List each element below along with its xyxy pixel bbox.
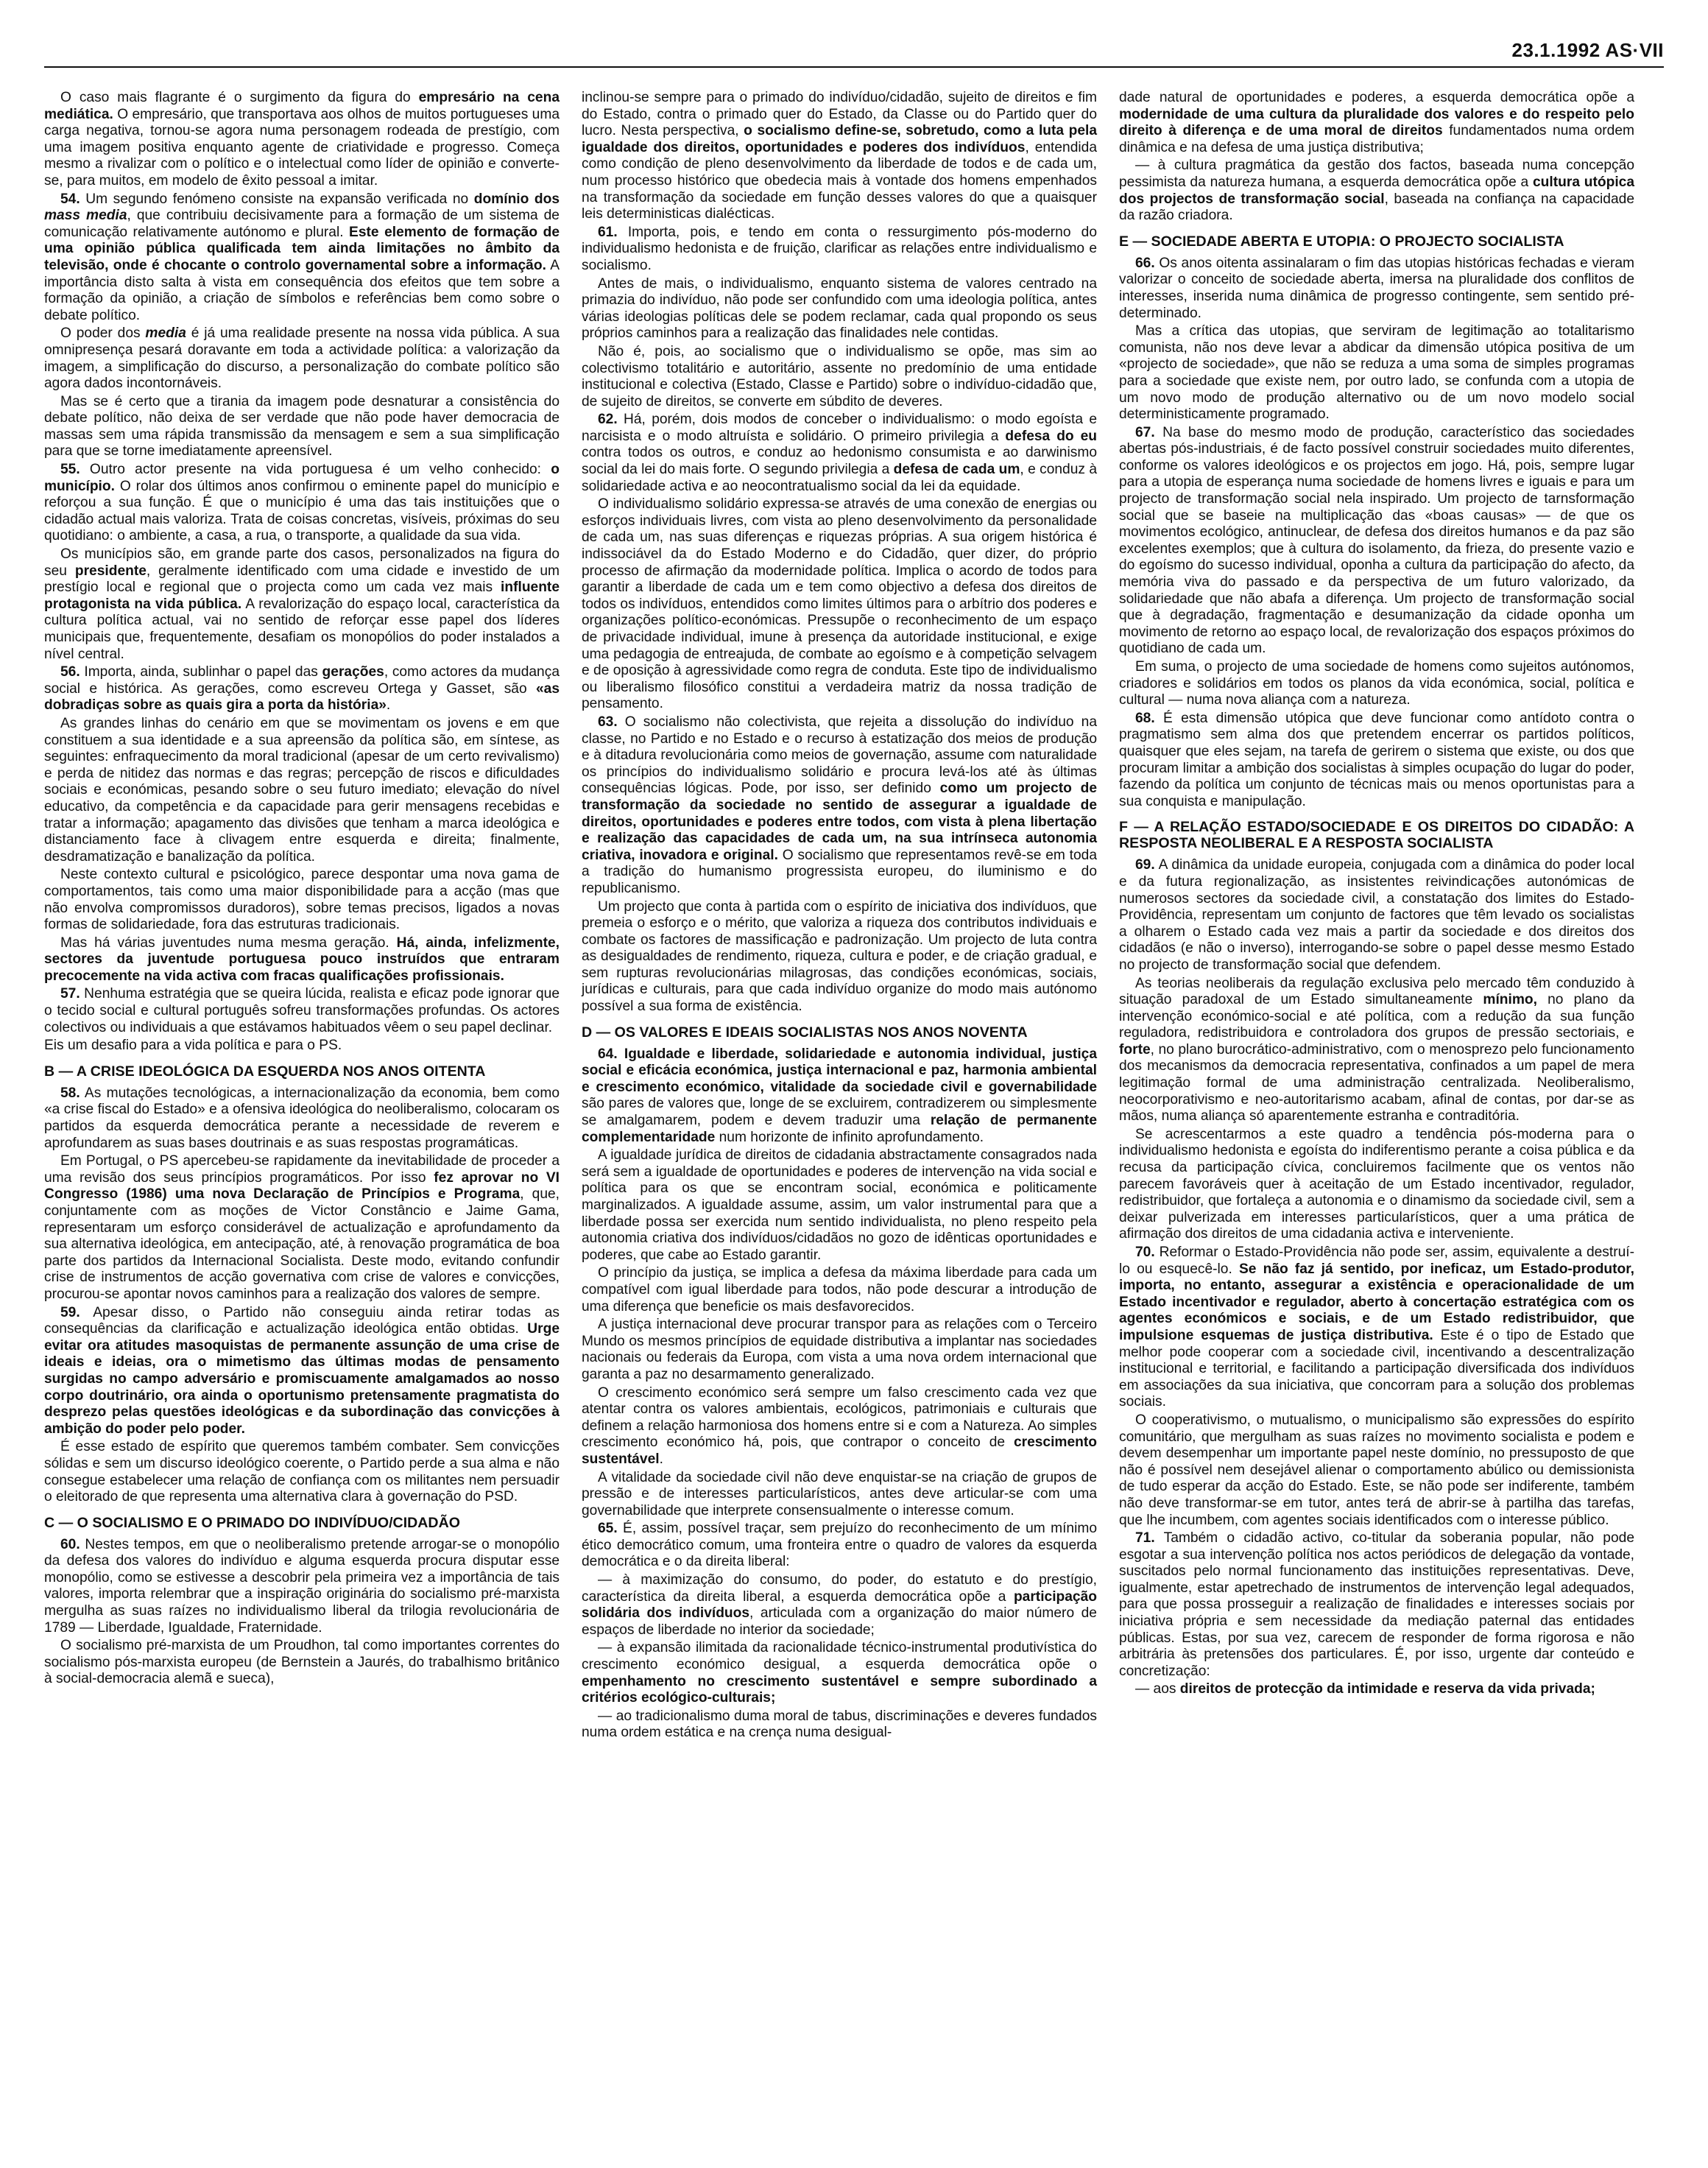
paragraph-60: 60. Nestes tempos, em que o neoliberalismo pretende arrogar-se o monopólio da defesa dos valores do indivíduo e alguma esquerda procura disputar esse monopólio, como se estivesse a descobrir pela primeira vez a importância de tais valores, importa relembrar que a inspiração originária do socialismo pré-marxista mergulha as suas raízes no individualismo liberal da trilogia revolucionária de 1789 — Liberdade, Igualdade, Fraternidade. [44, 1536, 560, 1636]
section-heading-e: E — SOCIEDADE ABERTA E UTOPIA: O PROJECTO SOCIALISTA [1119, 233, 1564, 250]
list-item: — à expansão ilimitada da racionalidade técnico-instrumental produtivística do crescimento económico desigual, a esquerda democrática opõe o empenhamento no crescimento sustentável e sempre subordinado a critérios ecológico-culturais; [582, 1640, 1097, 1706]
paragraph-59: 59. Apesar disso, o Partido não conseguiu ainda retirar todas as consequências da clarificação e actualização ideológica então obtidas. Urge evitar ora atitudes masoquistas de permanente assunção de uma crise de ideais e ideias, ora o mimetismo das últimas modas de pensamento surgidas no campo adversário e promiscuamente amalgamados ao nosso corpo doutrinário, ora ainda o oportunismo pretensamente pragmatista do desprezo pelas questões ideológicas e da subordinação das convicções à ambição do poder pelo poder. [44, 1304, 560, 1437]
paragraph: Os municípios são, em grande parte dos casos, personalizados na figura do seu presidente, geralmente identificado com uma cidade e investido de um prestígio local e regional que o projecta como um cada vez mais influente protagonista na vida pública. A revalorização do espaço local, característica da cultura política actual, vai no sentido de reforçar esse papel dos líderes municipais que, frequentemente, desafiam os monopólios do poder instalados a nível central. [44, 546, 560, 662]
section-heading-f: F — A RELAÇÃO ESTADO/SOCIEDADE E OS DIREITOS DO CIDADÃO: A RESPOSTA NEOLIBERAL E A RESPOSTA SOCIALISTA [1119, 819, 1634, 852]
paragraph-64: 64. Igualdade e liberdade, solidariedade e autonomia individual, justiça social e eficácia económica, justiça internacional e paz, harmonia ambiental e crescimento económico, vitalidade da sociedade civil e governabilidade são pares de valores que, longe de se excluirem, contradizerem ou simplesmente se amalgamarem, podem e devem traduzir uma relação de permanente complementaridade num horizonte de infinito aprofundamento. [582, 1046, 1097, 1145]
paragraph: Mas há várias juventudes numa mesma geração. Há, ainda, infelizmente, sectores da juventude portuguesa pouco instruídos que entraram precocemente na vida activa com fracas qualificações profissionais. [44, 935, 560, 984]
paragraph: Neste contexto cultural e psicológico, parece despontar uma nova gama de comportamentos, tais como uma maior disponibilidade para a acção (mas que não envolva compromissos duradoros), sobre temas precisos, ligados a novas formas de solidariedade, fora das estruturas tradicionais. [44, 867, 560, 933]
paragraph-70: 70. Reformar o Estado-Providência não pode ser, assim, equivalente a destruí-lo ou esquecê-lo. Se não faz já sentido, por ineficaz, um Estado-produtor, importa, no entanto, assegurar a existência e operacionalidade de um Estado incentivador e regulador, aberto à concertação estratégica com os agentes económicos e sociais, e de um Estado redistribuidor, que impulsione esquemas de justiça distributiva. Este é o tipo de Estado que melhor pode cooperar com a sociedade civil, incentivando a descentralização institucional e territorial, e facilitando a participação diversificada dos indivíduos em associações da sua iniciativa, que concorram para a solução dos problemas sociais. [1119, 1245, 1635, 1410]
paragraph: dade natural de oportunidades e poderes, a esquerda democrática opõe a modernidade de uma cultura da pluralidade dos valores e do respeito pelo direito à diferença e de uma moral de direitos fundamentados numa ordem dinâmica e na defesa de uma justiça distributiva; [1119, 90, 1634, 155]
paragraph: A justiça internacional deve procurar transpor para as relações com o Terceiro Mundo os mesmos princípios de equidade distributiva a implantar nas sociedades nacionais ou federais da Europa, com vista a uma nova ordem internacional que garanta a paz no desarmamento generalizado. [582, 1317, 1097, 1382]
paragraph-65: 65. É, assim, possível traçar, sem prejuízo do reconhecimento de um mínimo ético democrático comum, uma fronteira entre o quadro de valores da esquerda democrática e o da direita liberal: [582, 1521, 1097, 1570]
paragraph: O caso mais flagrante é o surgimento da figura do empresário na cena mediática. O empresário, que transportava aos olhos de muitos portugueses uma carga negativa, tornou-se agora numa personagem rodeada de prestígio, com uma imagem positiva enquanto agente de criatividade e progresso. Começa mesmo a rivalizar com o político e o intelectual como líder de opinião e converte-se, para muitos, em modelo de êxito pessoal a imitar. [44, 90, 560, 189]
paragraph: inclinou-se sempre para o primado do indivíduo/cidadão, sujeito de direitos e fim do Estado, contra o primado quer do Estado, da Classe ou do Partido quer do lucro. Nesta perspectiva, o socialismo define-se, sobretudo, como a luta pela igualdade dos direitos, oportunidades e poderes dos indivíduos, entendida como condição de pleno desenvolvimento da liberdade de todos e de cada um, num processo histórico que obedecia mais à vontade dos homens empenhados na transformação da sociedade em função desses valores do que a quaisquer leis deterministicas dialécticas. [582, 90, 1098, 222]
column-2 [582, 90, 1097, 1743]
list-item: — aos direitos de protecção da intimidade e reserva da vida privada; [1135, 1681, 1595, 1697]
paragraph-63: 63. O socialismo não colectivista, que rejeita a dissolução do indivíduo na classe, no Partido e no Estado e o recurso à estatização dos meios de produção e à ditadura revolucionária como meios de governação, assume com naturalidade os princípios do individualismo solidário e procura levá-los até às últimas consequências lógicas. Pode, por isso, ser definido como um projecto de transformação da sociedade no sentido de assegurar a igualdade de direitos, oportunidades e poderes entre todos, com vista à plena libertação e realização das capacidades de cada um, na sua intrínseca autonomia criativa, inovadora e original. O socialismo que representamos revê-se em toda a tradição do humanismo progressista europeu, do iluminismo e do republicanismo. [582, 714, 1098, 896]
paragraph-56: 56. Importa, ainda, sublinhar o papel das gerações, como actores da mudança social e histórica. As gerações, como escreveu Ortega y Gasset, são «as dobradiças sobre as quais gira a porta da história». [44, 664, 560, 714]
paragraph-54: 54. Um segundo fenómeno consiste na expansão verificada no domínio dos mass media, que contribuiu decisivamente para a formação de um sistema de comunicação relativamente autónomo e plural. Este elemento de formação de uma opinião pública qualificada tem ainda limitações no âmbito da televisão, onde é chocante o controlo governamental sobre a informação. A importância disto salta à vista em consequência dos efeitos que tem sobre a formação da opinião, a criação de símbolos e referências bem como sobre o debate político. [44, 191, 560, 323]
paragraph: Antes de mais, o individualismo, enquanto sistema de valores centrado na primazia do indivíduo, não pode ser confundido com uma ideologia política, antes várias ideologias políticas dele se podem reclamar, cada qual propondo os seus próprios caminhos para a realização das finalidades nele contidas. [582, 275, 1097, 342]
page-folio: 23.1.1992 AS·VII [1511, 39, 1664, 61]
paragraph: O poder dos media é já uma realidade presente na nossa vida pública. A sua omnipresença pesará doravante em toda a actividade política: a valorização da imagem, a simplificação do discurso, a personalização do combate político são agora dados incontornáveis. [44, 325, 560, 392]
column-3 [1119, 90, 1634, 1700]
paragraph: As grandes linhas do cenário em que se movimentam os jovens e em que constituem a sua identidade e a sua apreensão da política são, em síntese, as seguintes: enfraquecimento da moral tradicional (apesar de um certo revivalismo) e perda de nitidez das normas e das regras; percepção de riscos e dificuldades sociais e económicas, pesando sobre o seu futuro imediato; elevação do nível educativo, da competência e da capacidade para gerir mensagens recebidas e tratar a informação; apagamento das divisões que tenham a marca ideológica e distanciamento face à clivagem entre esquerda e direita; finalmente, desdramatização e banalização da política. [44, 715, 560, 865]
paragraph: É esse estado de espírito que queremos também combater. Sem convicções sólidas e sem um discurso ideológico coerente, o Partido perde a sua alma e não consegue estabelecer uma relação de confiança com os militantes nem persuadir o eleitorado de que representa uma alternativa clara à governação do PSD. [44, 1439, 560, 1505]
paragraph: Em suma, o projecto de uma sociedade de homens como sujeitos autónomos, criadores e solidários em todos os planos da vida económica, social, política e cultural — numa nova aliança com a natureza. [1119, 659, 1634, 708]
paragraph: Não é, pois, ao socialismo que o individualismo se opõe, mas sim ao colectivismo totalitário e autoritário, assente no predomínio de uma entidade institucional e colectiva (Estado, Classe e Partido) sobre o indivíduo-cidadão que, de sujeito de direitos, se converte em súbdito de deveres. [582, 343, 1097, 409]
paragraph-67: 67. Na base do mesmo modo de produção, característico das sociedades abertas pós-industriais, é de facto possível construir sociedades muito diferentes, conforme os valores ideológicos e os projectos em jogo. Há, pois, sempre lugar para a utopia de esperança numa sociedade de homens livres e iguais e para um projecto de transformação social nela inspirado. Um projecto de tarnsformação social que se baseie na multiplicação das «boas causas» — de que os movimentos ecológico, antinuclear, de defesa dos direitos humanos e da paz são excelentes exemplos; que à cultura do isolamento, da frieza, do presente vazio e do egoísmo do sucesso individual, oponha a cultura da participação do afecto, da memória viva do passado e da perspectiva de um futuro valorizado, da solidariedade que não abafa a diferença. Um projecto de transformação social que à degradação, fragmentação e desumanização da cidade oponha um movimento de retorno ao espaço local, de revalorização dos espaços próximos do quotidiano de cada um. [1119, 424, 1634, 657]
list-item: — ao tradicionalismo duma moral de tabus, discriminações e deveres fundados numa ordem estática e na crença numa desigual- [582, 1708, 1097, 1741]
paragraph-61: 61. Importa, pois, e tendo em conta o ressurgimento pós-moderno do individualismo hedonista e de fruição, clarificar as relações entre individualismo e socialismo. [582, 224, 1097, 273]
section-heading-c: C — O SOCIALISMO E O PRIMADO DO INDIVÍDUO/CIDADÃO [44, 1514, 460, 1531]
paragraph: A igualdade jurídica de direitos de cidadania abstractamente consagrados nada será sem a igualdade de oportunidades e poderes de intervenção na vida social e política para os que se encontram social, económica e politicamente marginalizados. A igualdade assume, assim, um valor instrumental para que a liberdade possa ser exercida num sentido individualista, no pleno respeito pela autonomia criativa dos indivíduos/cidadãos no gozo de idênticas oportunidades e poderes, que cabe ao Estado garantir. [582, 1147, 1097, 1263]
paragraph-68: 68. É esta dimensão utópica que deve funcionar como antídoto contra o pragmatismo sem alma dos que pretendem encerrar os partidos políticos, quaisquer que eles sejam, na tarefa de gerirem o sistema que existe, ou dos que procuram limitar a ambição dos socialistas à simples ocupação do lugar do poder, fazendo da política um conjunto de técnicas mais ou menos oportunistas para a sua conquista e manipulação. [1119, 710, 1634, 809]
paragraph-71: 71. Também o cidadão activo, co-titular da soberania popular, não pode esgotar a sua intervenção política nos actos periódicos de delegação da vontade, suscitados pelo normal funcionamento das instituições representativas. Deve, igualmente, estar apetrechado de instrumentos de intervenção legal adequados, para que possa prosseguir a realização de finalidades e interesses sociais por iniciativa própria e sem necessidade da mediação paternal das entidades públicas. Estas, por sua vez, carecem de responder de forma rigorosa e não arbitrária às pretensões dos particulares. É, por isso, urgente dar conteúdo e concretização: [1119, 1530, 1634, 1679]
paragraph: Em Portugal, o PS apercebeu-se rapidamente da inevitabilidade de proceder a uma revisão dos seus princípios programáticos. Por isso fez aprovar no VI Congresso (1986) uma nova Declaração de Princípios e Programa, que, conjuntamente com as moções de Victor Constâncio e Jaime Gama, representaram um esforço considerável de actualização e aprofundamento da sua alternativa ideológica, em antecipação, até, à renovação programática de boa parte dos partidos da Internacional Socialista. Deste modo, evitando confundir crise de instrumentos de acção governativa com crise de valores e convicções, procurou-se apontar novos caminhos para a realização dos valores de sempre. [44, 1153, 560, 1302]
paragraph-57: 57. Nenhuma estratégia que se queira lúcida, realista e eficaz pode ignorar que o tecido social e cultural português sofreu transformações profundas. Os actores colectivos ou individuais a que estávamos habituados vêem o seu papel declinar. [44, 986, 560, 1035]
paragraph: O crescimento económico será sempre um falso crescimento cada vez que atentar contra os valores ambientais, ecológicos, patrimoniais e culturais que definem a relação harmoniosa dos homens entre si e com a Natureza. Ao simples crescimento económico há, pois, que contrapor o conceito de crescimento sustentável. [582, 1384, 1097, 1467]
paragraph: O socialismo pré-marxista de um Proudhon, tal como importantes correntes do socialismo pós-marxista europeu (de Bernstein a Jaurés, do trabalhismo britânico à social-democracia alemã e sueca), [44, 1638, 560, 1687]
paragraph: O princípio da justiça, se implica a defesa da máxima liberdade para cada um compatível com igual liberdade para todos, não pode descurar a introdução de uma diferença que beneficie os mais desfavorecidos. [582, 1265, 1097, 1314]
paragraph: Se acrescentarmos a este quadro a tendência pós-moderna para o individualismo hedonista e egoísta do indiferentismo perante a coisa pública e da recusa da participação cívica, concluiremos facilmente que os ventos não parecem favoráveis quer à aceitação de um Estado incentivador, regulador, redistribuidor, que fortaleça a autonomia e o dinamismo da sociedade civil, sem a deixar pulverizada em interesses particularísticos, quer a uma prática de afirmação dos direitos de uma cidadania activa e interveniente. [1119, 1126, 1634, 1242]
list-item: — à maximização do consumo, do poder, do estatuto e do prestígio, característica da direita liberal, a esquerda democrática opõe a participação solidária dos indivíduos, articulada com a organização do maior número de espaços de liberdade no interior da sociedade; [582, 1572, 1097, 1638]
paragraph-66: 66. Os anos oitenta assinalaram o fim das utopias históricas fechadas e vieram valorizar o conceito de sociedade aberta, imersa na pluralidade dos conflitos de interesses, inserida numa dinâmica de progresso contingente, sem sentido pré-determinado. [1119, 255, 1634, 321]
column-1 [44, 90, 560, 1689]
paragraph: O individualismo solidário expressa-se através de uma conexão de energias ou esforços individuais livres, com vista ao pleno desenvolvimento da personalidade de cada um, nas suas diferenças e riquezas próprias. A sua origem histórica é indissociável da do Estado Moderno e do Cidadão, quer dizer, do próprio processo de afirmação da modernidade política. Implica o acordo de todos para garantir a liberdade de cada um e tem como objectivo a defesa dos direitos de todos os indivíduos, entendidos como limites últimos para o arbítrio dos poderes e organizações político-económicas. Pressupõe o reconhecimento de um espaço de privacidade individual, imune à presença da autoridade institucional, e exige uma pedagogia de entreajuda, de combate ao egoísmo e à competição selvagem e de oposição à agressividade como regra de conduta. Este tipo de individualismo ou liberalismo filosófico constitui a verdadeira matriz da nossa tradição de pensamento. [582, 496, 1097, 712]
paragraph-62: 62. Há, porém, dois modos de conceber o individualismo: o modo egoísta e narcisista e o modo altruísta e solidário. O primeiro privilegia a defesa do eu contra todos os outros, e conduz ao hedonismo consumista e ao darwinismo social da lei do mais forte. O segundo privilegia a defesa de cada um, e conduz à solidariedade activa e ao neocontratualismo social da lei da equidade. [582, 412, 1097, 494]
paragraph-69: 69. A dinâmica da unidade europeia, conjugada com a dinâmica do poder local e da futura regionalização, as insistentes reivindicações autonómicas de numerosos sectores da sociedade civil, a constatação dos limites do Estado-Providência, representam um conjunto de factores que têm levado os socialistas a olharem o Estado cada vez mais a partir da sociedade e dos direitos dos cidadãos (e não o inverso), interrogando-se sobre o papel desse mesmo Estado no projecto de transformação social que defendem. [1119, 857, 1634, 973]
list-item: — à cultura pragmática da gestão dos factos, baseada numa concepção pessimista da natureza humana, a esquerda democrática opõe a cultura utópica dos projectos de transformação social, baseada na confiança na capacidade da razão criadora. [1119, 158, 1635, 224]
section-heading-d: D — OS VALORES E IDEAIS SOCIALISTAS NOS ANOS NOVENTA [582, 1024, 1028, 1041]
paragraph-55: 55. Outro actor presente na vida portuguesa é um velho conhecido: o município. O rolar dos últimos anos confirmou o eminente papel do município e reforçou a sua função. É que o município é uma das tais instituições que o cidadão actual mais valoriza. Trata de coisas concretas, visíveis, próximas do seu quotidiano: o ambiente, a casa, a rua, o transporte, a qualidade da sua vida. [44, 462, 560, 544]
paragraph: O cooperativismo, o mutualismo, o municipalismo são expressões do espírito comunitário, que mergulham as suas raízes no movimento socialista e podem e devem desempenhar um importante papel neste domínio, no pressuposto de que não é possível nem desejável alienar o comportamento abúlico ou demissionista de tudo esperar da acção do Estado. Este, se não pode ser indiferente, também não deve transformar-se em tutor, antes terá de abrir-se à partilha das tarefas, que lhe incumbem, com agentes sociais identificados com o interesse público. [1119, 1412, 1634, 1528]
paragraph: A vitalidade da sociedade civil não deve enquistar-se na criação de grupos de pressão e de interesses particularísticos, antes deve articular-se com uma governabilidade que interprete consensualmente o interesse comum. [582, 1469, 1097, 1518]
paragraph: As teorias neoliberais da regulação exclusiva pelo mercado têm conduzido à situação paradoxal de um Estado simultaneamente mínimo, no plano da intervenção económico-social e até política, com a redução da sua função reguladora, redistribuidora e controladora dos grupos de pressão sectoriais, e forte, no plano burocrático-administrativo, com o menosprezo pelo funcionamento dos mecanismos da democracia representativa, confinados a um papel de mera legitimação formal de uma administração centralizada. Neoliberalismo, neocorporativismo e neo-autoritarismo acabam, afinal de contas, por dar-se as mãos, numa aliança só aparentemente estranha e contraditória. [1119, 975, 1635, 1125]
page-header [44, 29, 1664, 68]
paragraph: Mas se é certo que a tirania da imagem pode desnaturar a consistência do debate político, não deixa de ser verdade que não pode haver democracia de massas sem uma rápida transmissão da mensagem e sem a sua simplificação para que se torne imediatamente apreensível. [44, 393, 560, 460]
section-heading-b: B — A CRISE IDEOLÓGICA DA ESQUERDA NOS ANOS OITENTA [44, 1063, 486, 1080]
paragraph: Um projecto que conta à partida com o espírito de iniciativa dos indivíduos, que premeia o esforço e o mérito, que valoriza a riqueza dos contributos individuais e combate os factores de massificação e padronização. Um projecto de luta contra as desigualdades de rendimento, riqueza, cultura e poder, e de criação gradual, e sem rupturas revolucionárias milagrosas, das condições económicas, sociais, jurídicas e culturais, para que cada indivíduo organize do modo mais autónomo possível a sua forma de existência. [582, 898, 1097, 1015]
paragraph: Mas a crítica das utopias, que serviram de legitimação ao totalitarismo comunista, não nos deve levar a abdicar da dimensão utópica positiva de um «projecto de sociedade», que não se reduza a uma soma de simples programas para a sociedade que existe nem, por outro lado, se confunda com a utopia de um novo modo de produção alternativo ou de um novo modelo social deterministicamente programado. [1119, 323, 1634, 423]
paragraph: Eis um desafio para a vida política e para o PS. [44, 1038, 342, 1054]
paragraph-58: 58. As mutações tecnológicas, a internacionalização da economia, bem como «a crise fiscal do Estado» e a ofensiva ideológica do neoliberalismo, colocaram os partidos da esquerda democrática perante a necessidade de reverem e aprofundarem as suas bases doutrinais e as suas respostas programáticas. [44, 1085, 560, 1151]
